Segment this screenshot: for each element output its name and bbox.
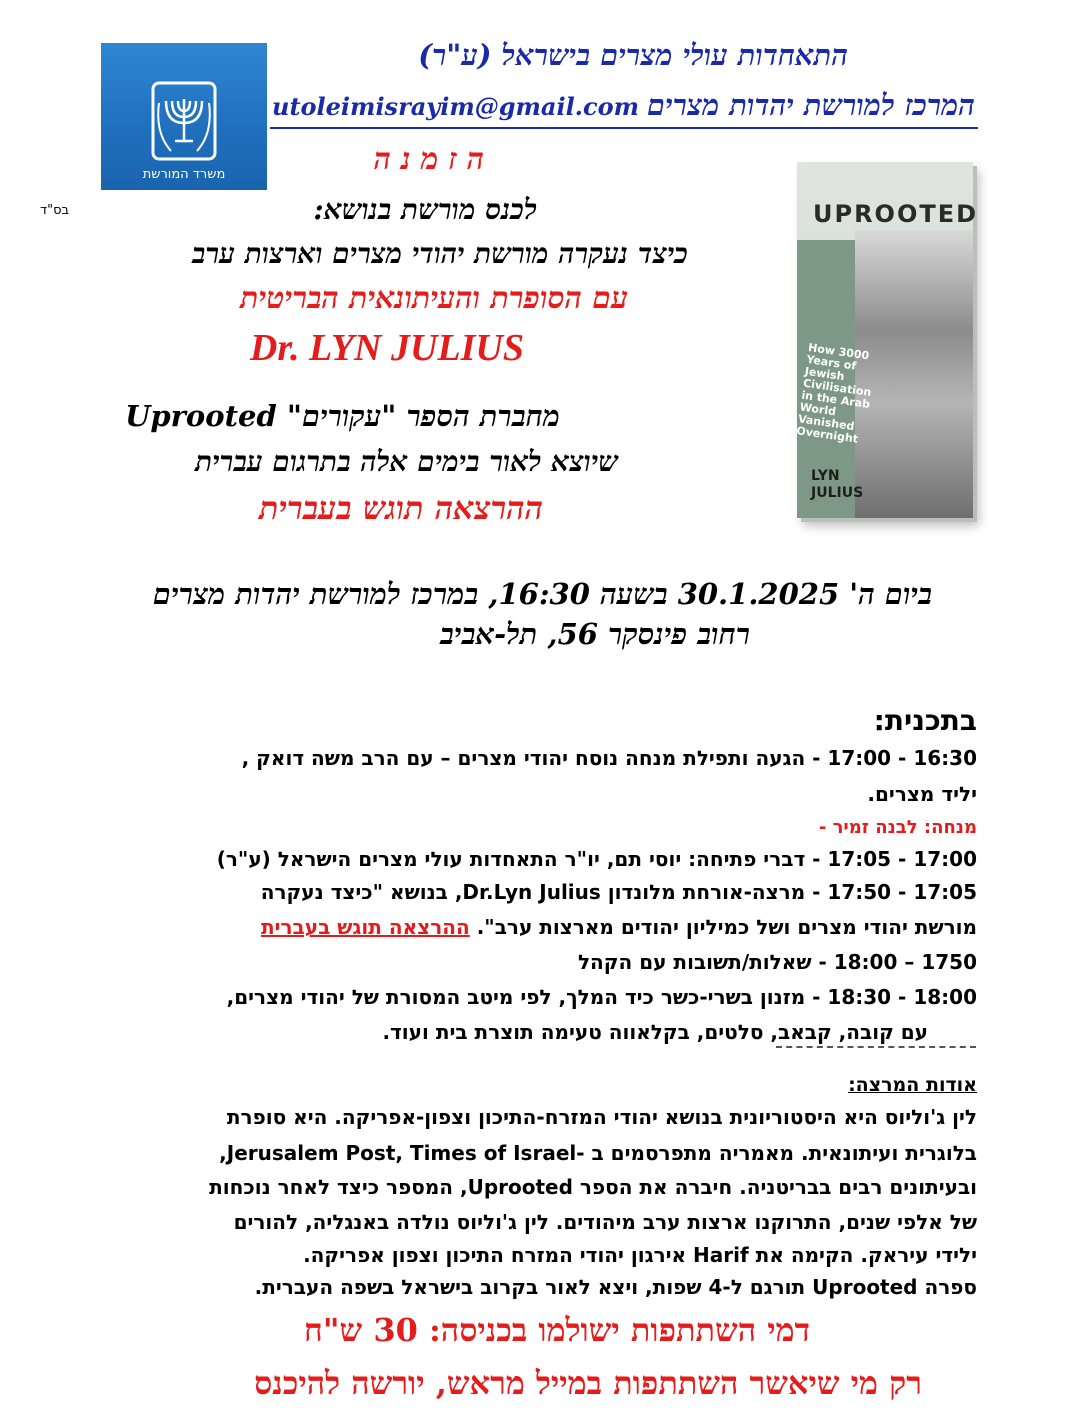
bsd-mark: בס"ד	[40, 203, 70, 218]
lecture-language-note: ההרצאה תוגש בעברית	[260, 915, 470, 939]
about-line-1: לין ג'וליוס היא היסטוריונית בנושא יהודי המזרח-התיכון וצפון-אפריקה. היא סופרת	[226, 1105, 977, 1129]
book-subtitle: How 3000 Years of Jewish Civilisation in the Arab World Vanished Overnight	[795, 341, 873, 446]
email-link[interactable]: utoleimisrayim@gmail.com	[272, 92, 640, 121]
org-title: התאחדות עולי מצרים בישראל (ע"ר)	[418, 38, 848, 72]
ministry-emblem	[101, 43, 267, 190]
menorah-emblem-icon	[101, 43, 267, 163]
entry-fee: דמי השתתפות ישולמו בכניסה: 30 ש"ח	[303, 1311, 810, 1349]
program-item-1: 16:30 - 17:00 - הגעה ותפילת מנחה נוסח יהודי מצרים – עם הרב משה דואק ,	[241, 746, 977, 770]
event-address: רחוב פינסקר 56, תל-אביב	[439, 617, 750, 651]
about-line-6: ספרה Uprooted תורגם ל-4 שפות, ויצא לאור בקרוב בישראל בשפה העברית.	[254, 1275, 977, 1299]
program-item-1-cont: יליד מצרים.	[867, 782, 977, 806]
invitation-subject: לכנס מורשת בנושא:	[313, 193, 537, 226]
about-heading: אודות המרצה:	[848, 1074, 977, 1096]
book-title: UPROOTED	[813, 200, 979, 228]
program-heading: בתכנית:	[873, 704, 977, 737]
speaker-name: Dr. LYN JULIUS	[249, 327, 524, 369]
program-item-3: 17:05 - 17:50 - מרצה-אורחת מלונדון Dr.Lyn Julius, בנושא "כיצד נעקרה	[260, 880, 977, 904]
lecture-language: ההרצאה תוגש בעברית	[258, 489, 543, 527]
about-line-3: ובעיתונים רבים בבריטניה. חיברה את הספר Uprooted, המספר כיצד לאחר נוכחות	[209, 1175, 977, 1199]
about-line-5: ילידי עיראק. הקימה את Harif אירגון יהודי המזרח התיכון וצפון אפריקה.	[303, 1243, 977, 1267]
emblem-label: משרד המורשת	[142, 167, 226, 182]
program-item-4: 1750 – 18:00 - שאלות/תשובות עם הקהל	[577, 950, 977, 974]
dashed-divider	[776, 1046, 976, 1048]
moderator-line: מנחה: לבנה זמיר -	[818, 817, 977, 838]
registration-note: רק מי שיאשר השתתפות במייל מראש, יורשה להיכנס	[254, 1364, 922, 1402]
center-name: המרכז למורשת יהדות מצרים	[646, 88, 975, 122]
book-cover-image	[793, 162, 983, 526]
author-line: מחברת הספר "עקורים" Uprooted	[125, 399, 560, 433]
about-line-2: בלוגרית ועיתונאית. מאמריה מתפרסמים ב -Jerusalem Post, Times of Israel,	[219, 1141, 977, 1165]
program-item-5-cont: עם קובה, קבאב, סלטים, בקלאווה טעימה תוצרת בית ועוד.	[382, 1020, 928, 1044]
header-divider	[270, 127, 978, 129]
program-item-5: 18:00 - 18:30 - מזנון בשרי-כשר כיד המלך, לפי מיטב המסורת של יהודי מצרים,	[226, 985, 977, 1009]
program-item-2: 17:00 - 17:05 - דברי פתיחה: יוסי תם, יו"ר התאחדות עולי מצרים הישראל (ע"ר)	[216, 847, 977, 871]
invitation-title: הזמנה	[373, 142, 494, 177]
invitation-with-line: עם הסופרת והעיתונאית הבריטית	[240, 281, 628, 316]
about-line-4: של אלפי שנים, התרוקנו ארצות ערב מיהודים. לין ג'וליוס נולדה באנגליה, להורים	[233, 1210, 977, 1234]
program-item-3-text: מורשת יהודי מצרים ושל כמיליון יהודים מארצות ערב".	[476, 915, 977, 939]
book-author: LYN JULIUS	[811, 468, 864, 501]
published-line: שיוצא לאור בימים אלה בתרגום עברית	[195, 445, 618, 478]
program-item-3-cont	[97, 915, 977, 939]
event-date: ביום ה' 30.1.2025 בשעה 16:30, במרכז למורשת יהדות מצרים	[152, 577, 932, 611]
invitation-topic: כיצד נעקרה מורשת יהודי מצרים וארצות ערב	[191, 237, 688, 270]
